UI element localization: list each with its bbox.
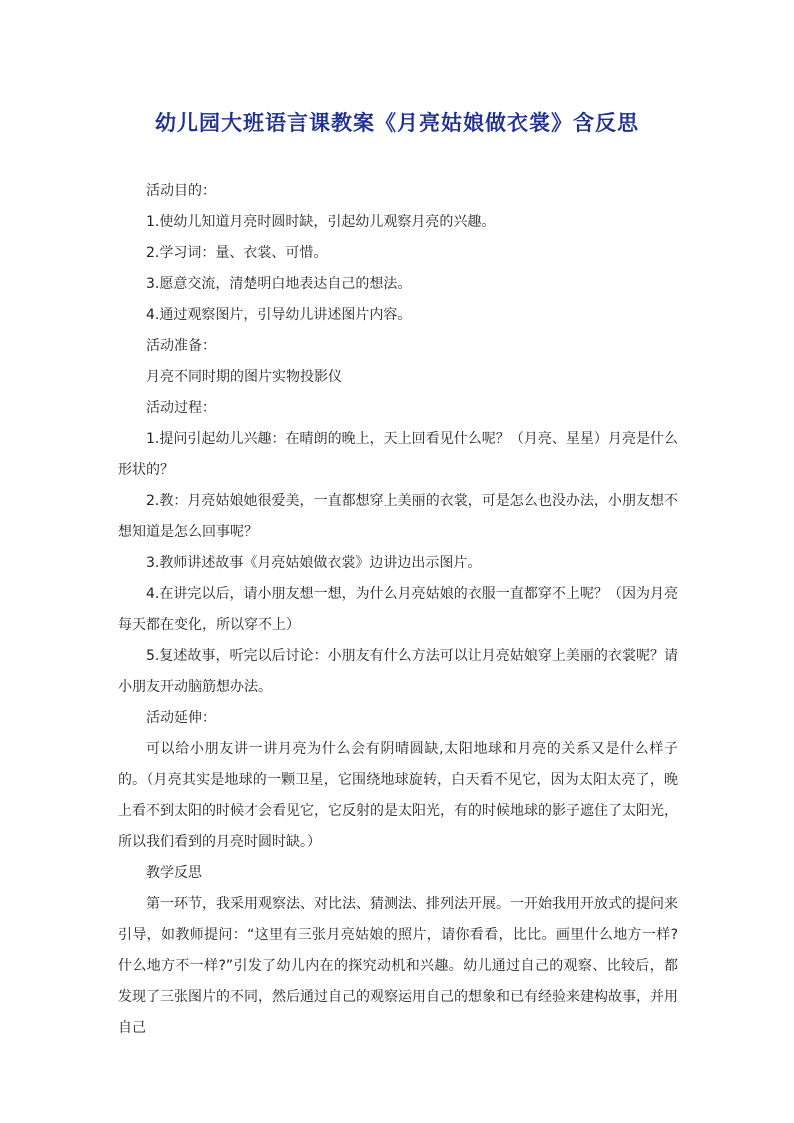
goal-item-3: 3.愿意交流，清楚明白地表达自己的想法。 (146, 276, 412, 292)
section-heading-reflection: 教学反思 (146, 865, 202, 881)
section-heading-goals: 活动目的： (146, 183, 216, 199)
process-step-3: 3.教师讲述故事《月亮姑娘做衣裳》边讲边出示图片。 (146, 555, 482, 571)
process-step-1: 1.提问引起幼儿兴趣：在晴朗的晚上，天上回看见什么呢？（月亮、星星）月亮是什么形状的？ (118, 431, 678, 478)
extension-text: 可以给小朋友讲一讲月亮为什么会有阴晴圆缺,太阳地球和月亮的关系又是什么样子的。（月亮其实是地球的一颗卫星，它围绕地球旋转，白天看不见它，因为太阳太亮了，晚上看不到太阳的时候才会看见它，它反射的是太阳光，有的时候地球的影子遮住了太阳光，所以我们看到的月亮时圆时缺。） (118, 741, 678, 850)
reflection-text: 第一环节，我采用观察法、对比法、猜测法、排列法开展。一开始我用开放式的提问来引导，如教师提问：“这里有三张月亮姑娘的照片，请你看看，比比。画里什么地方一样?什么地方不一样?”引发了幼儿内在的探究动机和兴趣。幼儿通过自己的观察、比较后，都发现了三张图片的不同，然后通过自己的观察运用自己的想象和已有经验来建构故事，并用自己 (118, 896, 678, 1036)
goal-item-4: 4.通过观察图片，引导幼儿讲述图片内容。 (146, 307, 412, 323)
process-step-5: 5.复述故事，听完以后讨论：小朋友有什么方法可以让月亮姑娘穿上美丽的衣裳呢？请小朋友开动脑筋想办法。 (118, 648, 678, 695)
preparation-text: 月亮不同时期的图片实物投影仪 (146, 369, 342, 385)
process-step-4: 4.在讲完以后，请小朋友想一想，为什么月亮姑娘的衣服一直都穿不上呢？（因为月亮每天都在变化，所以穿不上） (118, 586, 678, 633)
goal-item-1: 1.使幼儿知道月亮时圆时缺，引起幼儿观察月亮的兴趣。 (146, 214, 496, 230)
document-body (118, 176, 678, 1044)
section-heading-process: 活动过程： (146, 400, 216, 416)
process-step-2: 2.教：月亮姑娘她很爱美，一直都想穿上美丽的衣裳，可是怎么也没办法，小朋友想不想知道是怎么回事呢？ (118, 493, 678, 540)
goal-item-2: 2.学习词：量、衣裳、可惜。 (146, 245, 328, 261)
document-title: 幼儿园大班语言课教案《月亮姑娘做衣裳》含反思 (155, 110, 639, 135)
section-heading-extension: 活动延伸： (146, 710, 216, 726)
section-heading-preparation: 活动准备： (146, 338, 216, 354)
